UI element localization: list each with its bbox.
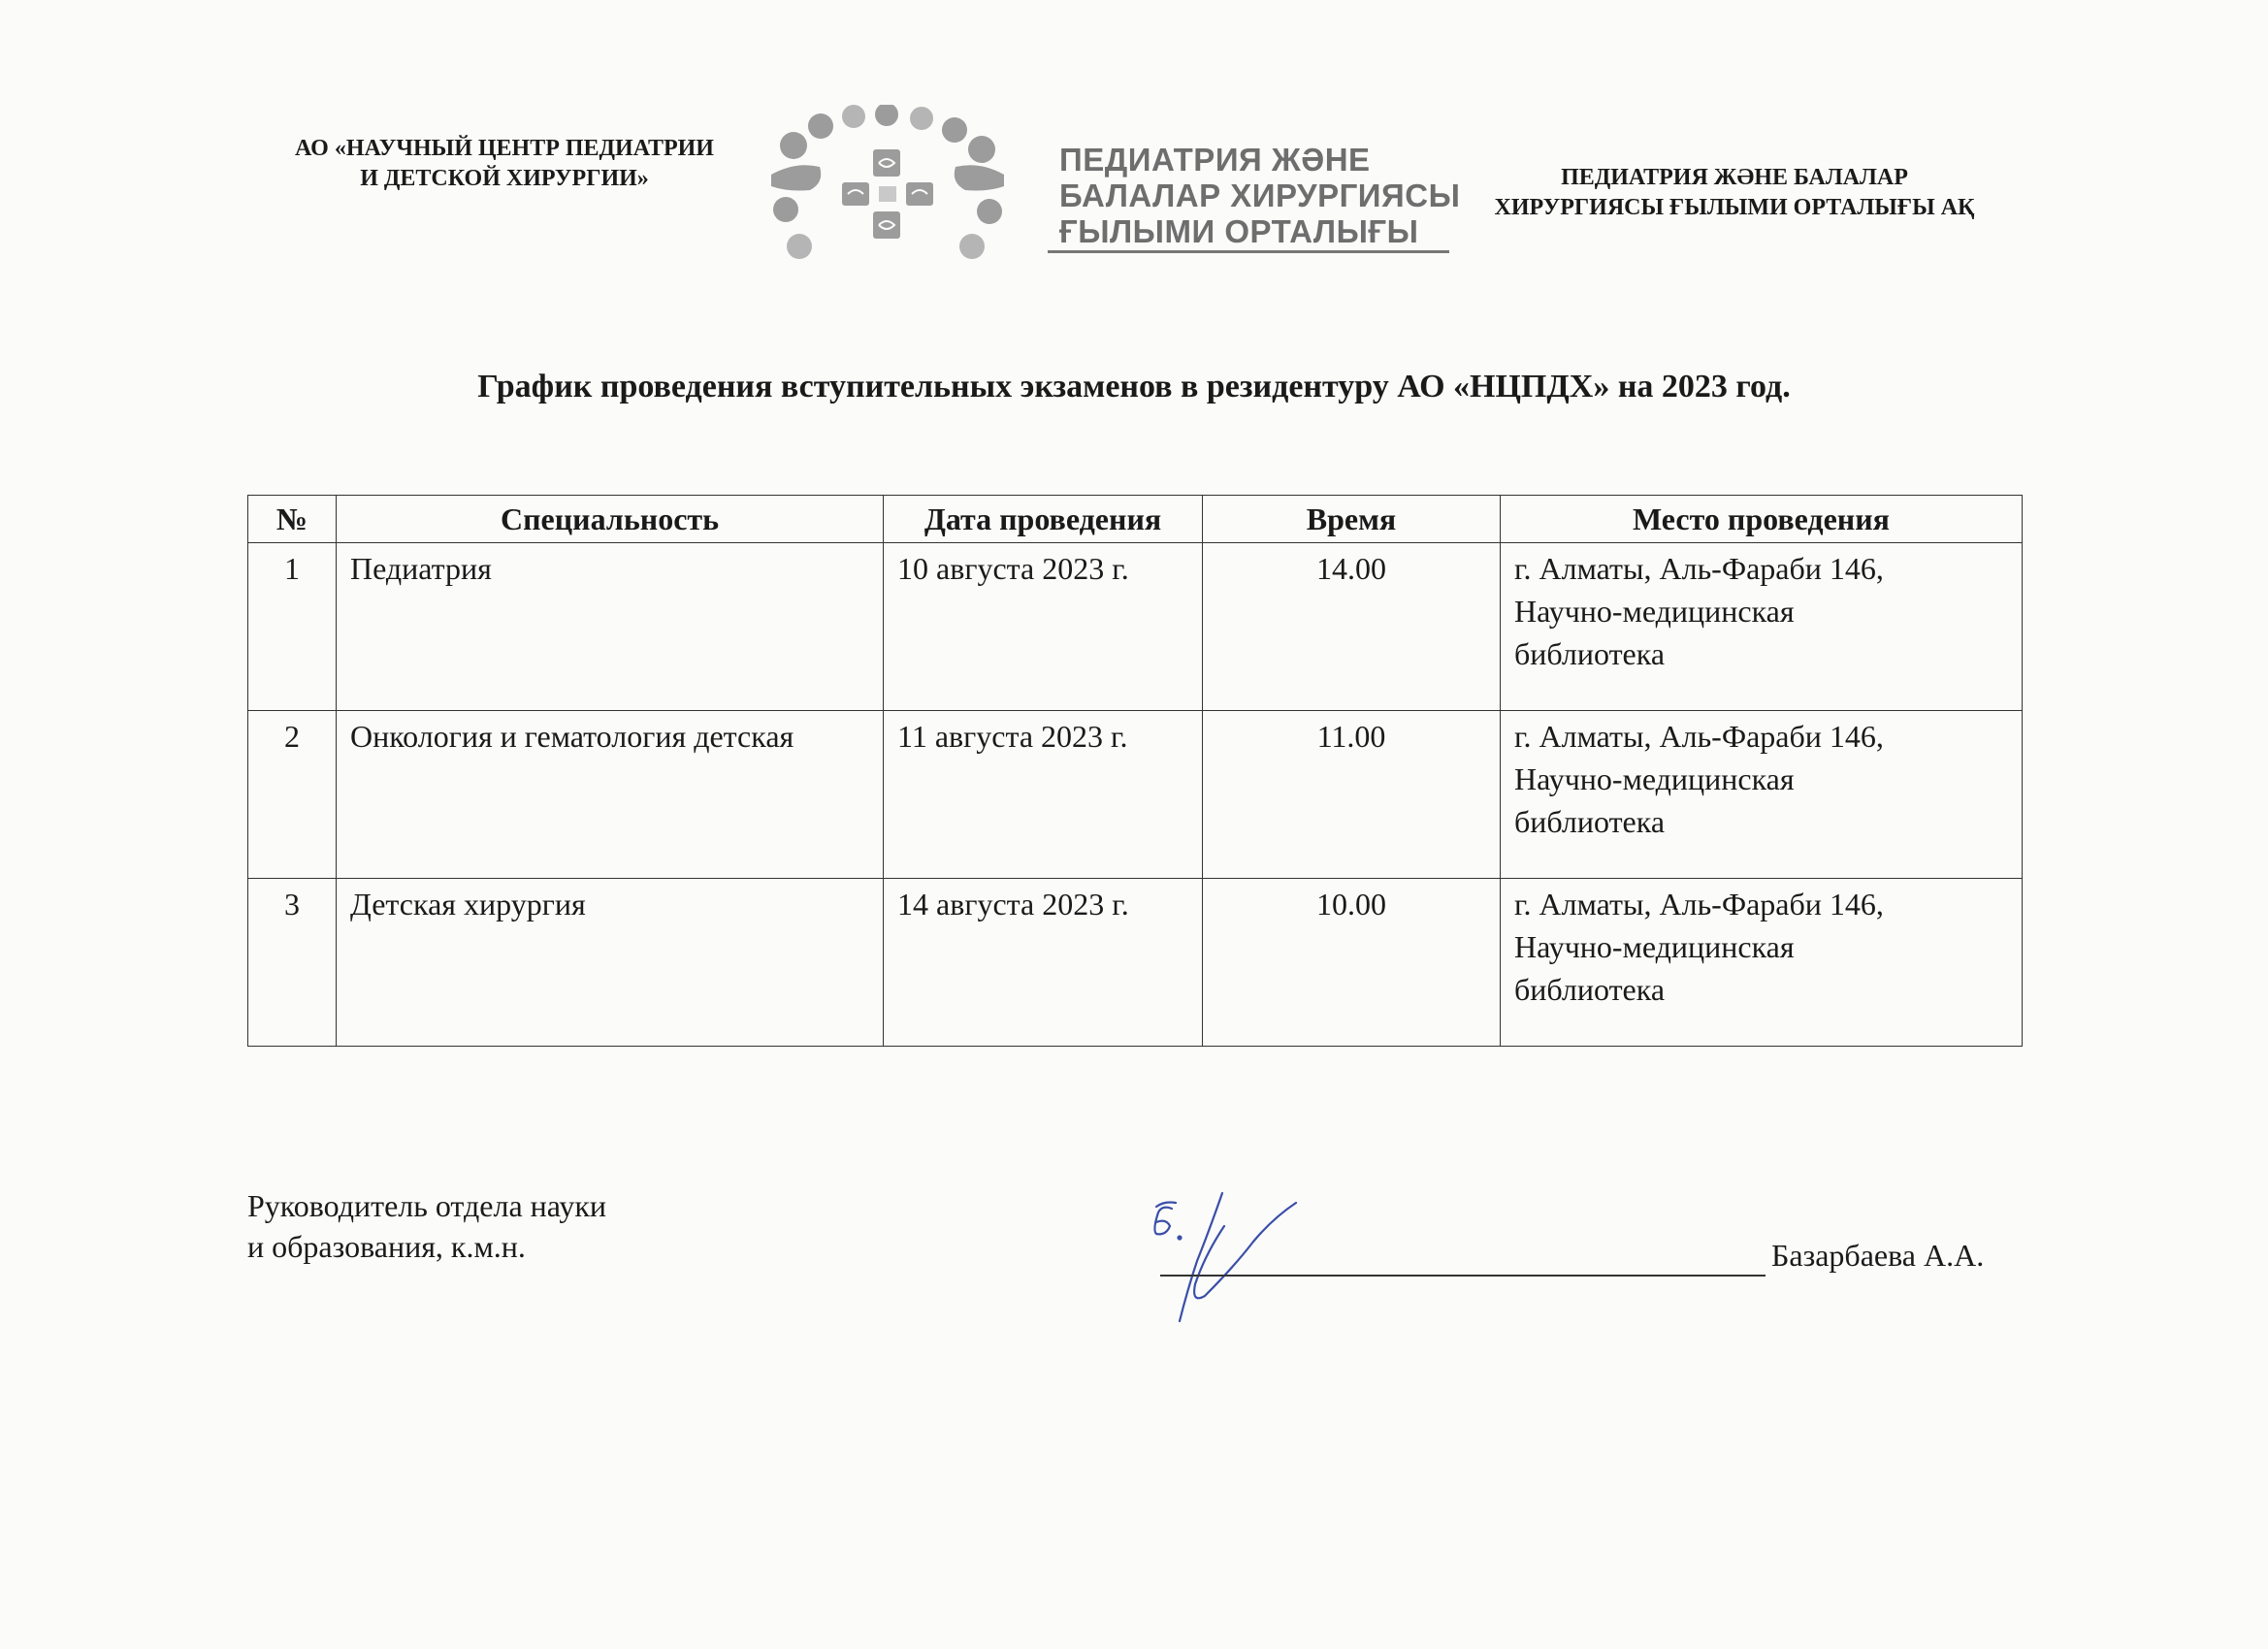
table-row (248, 879, 2023, 1047)
handwritten-signature-icon (1135, 1187, 1339, 1342)
signatory-position-line: Руководитель отдела науки (247, 1188, 607, 1223)
organization-name-kz-line: ХИРУРГИЯСЫ ҒЫЛЫМИ ОРТАЛЫҒЫ АҚ (1494, 195, 1975, 220)
row-place-line: г. Алматы, Аль-Фараби 146, (1514, 551, 1884, 586)
signatory-position-line: и образования, к.м.н. (247, 1229, 526, 1264)
logo-wordmark-line: ҒЫЛЫМИ ОРТАЛЫҒЫ (1059, 213, 1419, 249)
row-date: 10 августа 2023 г. (884, 543, 1203, 711)
row-number: 2 (248, 711, 337, 879)
row-place (1501, 879, 2023, 1047)
row-place-line: Научно-медицинская (1514, 929, 1795, 964)
center-logo-icon (766, 105, 1009, 270)
logo-wordmark-line: ПЕДИАТРИЯ ЖӘНЕ (1059, 142, 1371, 178)
organization-name-ru-line: АО «НАУЧНЫЙ ЦЕНТР ПЕДИАТРИИ (295, 136, 714, 161)
signatory-position (247, 1185, 606, 1267)
column-header-time: Время (1203, 496, 1501, 543)
row-specialty: Детская хирургия (337, 879, 884, 1047)
table-row (248, 543, 2023, 711)
logo-underline (1048, 250, 1449, 253)
signer-name: Базарбаева А.А. (1771, 1238, 1985, 1273)
organization-name-kz-line: ПЕДИАТРИЯ ЖӘНЕ БАЛАЛАР (1561, 165, 1908, 190)
row-specialty: Онкология и гематология детская (337, 711, 884, 879)
column-header-place: Место проведения (1501, 496, 2023, 543)
row-date: 14 августа 2023 г. (884, 879, 1203, 1047)
row-place-line: библиотека (1514, 636, 1666, 671)
row-time: 10.00 (1203, 879, 1501, 1047)
row-place-line: Научно-медицинская (1514, 761, 1795, 796)
table-row (248, 711, 2023, 879)
row-place-line: Научно-медицинская (1514, 594, 1795, 629)
row-time: 14.00 (1203, 543, 1501, 711)
column-header-number: № (248, 496, 337, 543)
row-place-line: библиотека (1514, 804, 1666, 839)
row-place-line: библиотека (1514, 972, 1666, 1007)
document-title: График проведения вступительных экзаменов в резидентуру АО «НЦПДХ» на 2023 год. (477, 369, 1791, 404)
exam-schedule-table (247, 495, 2023, 1047)
column-header-specialty: Специальность (337, 496, 884, 543)
row-time: 11.00 (1203, 711, 1501, 879)
row-specialty: Педиатрия (337, 543, 884, 711)
row-number: 3 (248, 879, 337, 1047)
organization-name-ru-line: И ДЕТСКОЙ ХИРУРГИИ» (360, 166, 649, 191)
row-place-line: г. Алматы, Аль-Фараби 146, (1514, 719, 1884, 754)
logo-wordmark (1059, 142, 1460, 249)
row-number: 1 (248, 543, 337, 711)
column-header-date: Дата проведения (884, 496, 1203, 543)
row-date: 11 августа 2023 г. (884, 711, 1203, 879)
organization-name-kz (1463, 163, 2006, 223)
table-header-row (248, 496, 2023, 543)
row-place-line: г. Алматы, Аль-Фараби 146, (1514, 887, 1884, 922)
row-place (1501, 543, 2023, 711)
row-place (1501, 711, 2023, 879)
organization-name-ru (233, 134, 776, 194)
signature-line (1160, 1275, 1766, 1277)
logo-wordmark-line: БАЛАЛАР ХИРУРГИЯСЫ (1059, 178, 1461, 213)
